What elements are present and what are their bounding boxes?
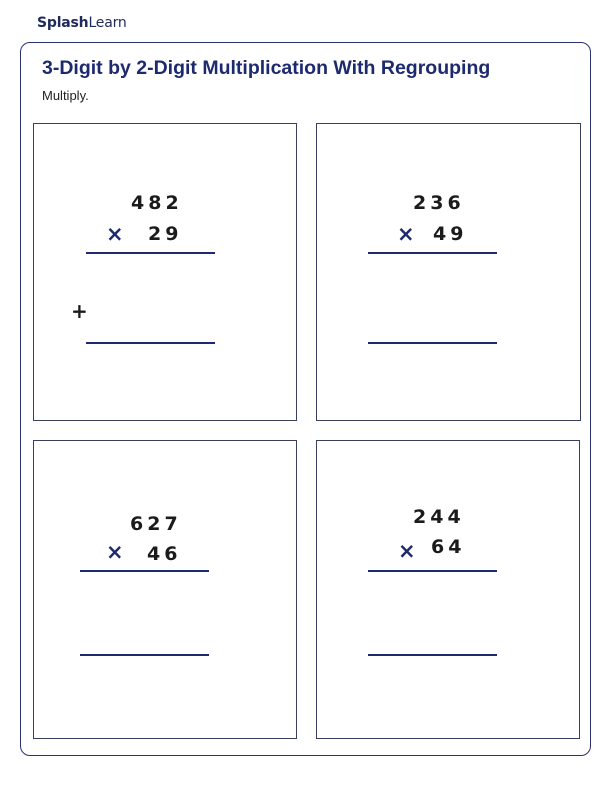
multiplicand-1: 482: [131, 192, 183, 214]
multiplier-3: 46: [147, 543, 182, 565]
answer-line-top-1: [86, 252, 215, 254]
times-symbol-2: ×: [397, 222, 415, 246]
splashlearn-logo: [37, 15, 127, 31]
multiplicand-3: 627: [130, 513, 182, 535]
problem-box-4: [316, 440, 580, 739]
logo-splash-text: Splash: [37, 15, 89, 31]
problem-box-1: [33, 123, 297, 421]
multiplier-2: 49: [433, 223, 468, 245]
answer-line-bottom-1: [86, 342, 215, 344]
multiplier-1: 29: [148, 223, 183, 245]
answer-line-top-3: [80, 570, 209, 572]
worksheet-title: 3-Digit by 2-Digit Multiplication With Regrouping: [42, 57, 491, 79]
answer-line-bottom-3: [80, 654, 209, 656]
plus-symbol-1: +: [71, 299, 88, 323]
times-symbol-4: ×: [398, 539, 416, 563]
answer-line-bottom-4: [368, 654, 497, 656]
answer-line-bottom-2: [368, 342, 497, 344]
problem-box-3: [33, 440, 297, 739]
answer-line-top-4: [368, 570, 497, 572]
answer-line-top-2: [368, 252, 497, 254]
problem-box-2: [316, 123, 581, 421]
multiplier-4: 64: [431, 536, 466, 558]
logo-learn-text: Learn: [88, 15, 127, 31]
worksheet-instruction: Multiply.: [42, 88, 89, 103]
multiplicand-4: 244: [413, 506, 465, 528]
multiplicand-2: 236: [413, 192, 465, 214]
times-symbol-3: ×: [106, 540, 124, 564]
times-symbol-1: ×: [106, 222, 124, 246]
